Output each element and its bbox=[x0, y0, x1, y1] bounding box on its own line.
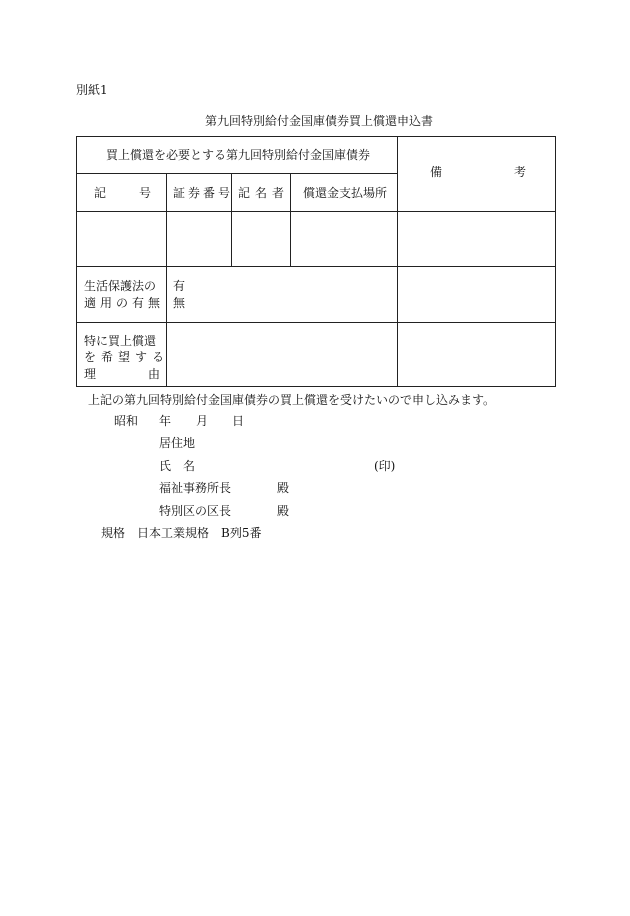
application-statement: 上記の第九回特別給付金国庫債券の買上償還を受けたいので申し込みます。 bbox=[88, 393, 496, 407]
reason-label-line3b: 由 bbox=[148, 367, 161, 381]
col-header-symbol-a: 記 bbox=[94, 186, 107, 200]
date-era: 昭和 bbox=[114, 414, 139, 428]
name-label-b: 名 bbox=[183, 459, 196, 473]
welfare-label-line1: 生活保護法の bbox=[84, 279, 157, 293]
date-day: 日 bbox=[232, 414, 245, 428]
table-rule bbox=[290, 173, 291, 266]
table-rule bbox=[77, 211, 555, 212]
name-label-a: 氏 bbox=[159, 459, 172, 473]
welfare-option-no: 無 bbox=[173, 296, 186, 310]
addressee-ward-chief: 特別区の区長 bbox=[159, 504, 232, 518]
form-title: 第九回特別給付金国庫債券買上償還申込書 bbox=[205, 114, 434, 128]
header-group-label: 買上償還を必要とする第九回特別給付金国庫債券 bbox=[106, 148, 371, 162]
remarks-header-a: 備 bbox=[430, 165, 443, 179]
residence-label: 居住地 bbox=[159, 436, 196, 450]
reason-label-line3a: 理 bbox=[84, 367, 97, 381]
paper-standard-note: 規格 日本工業規格 B列5番 bbox=[101, 526, 262, 540]
table-rule bbox=[77, 173, 397, 174]
application-table bbox=[76, 136, 556, 387]
seal-mark: (印) bbox=[374, 459, 396, 473]
welfare-option-yes: 有 bbox=[173, 279, 186, 293]
reason-label-line1: 特に買上償還 bbox=[84, 334, 157, 348]
col-header-cert-number: 証券番号 bbox=[173, 186, 234, 200]
reason-label-line2: を希望する bbox=[84, 350, 170, 364]
col-header-payment-place: 償還金支払場所 bbox=[303, 186, 388, 200]
addressee-ward-honorific: 殿 bbox=[277, 504, 290, 518]
addressee-welfare-office: 福祉事務所長 bbox=[159, 481, 232, 495]
table-rule bbox=[77, 322, 555, 323]
date-month: 月 bbox=[196, 414, 209, 428]
welfare-label-line2: 適用の有無 bbox=[84, 296, 165, 310]
addressee-welfare-honorific: 殿 bbox=[277, 481, 290, 495]
col-header-symbol-b: 号 bbox=[139, 186, 152, 200]
date-year: 年 bbox=[159, 414, 172, 428]
table-rule bbox=[397, 137, 398, 386]
col-header-registered-name: 記名者 bbox=[238, 186, 290, 200]
remarks-header-b: 考 bbox=[514, 165, 527, 179]
table-rule bbox=[77, 266, 555, 267]
attachment-label: 別紙1 bbox=[76, 83, 108, 97]
